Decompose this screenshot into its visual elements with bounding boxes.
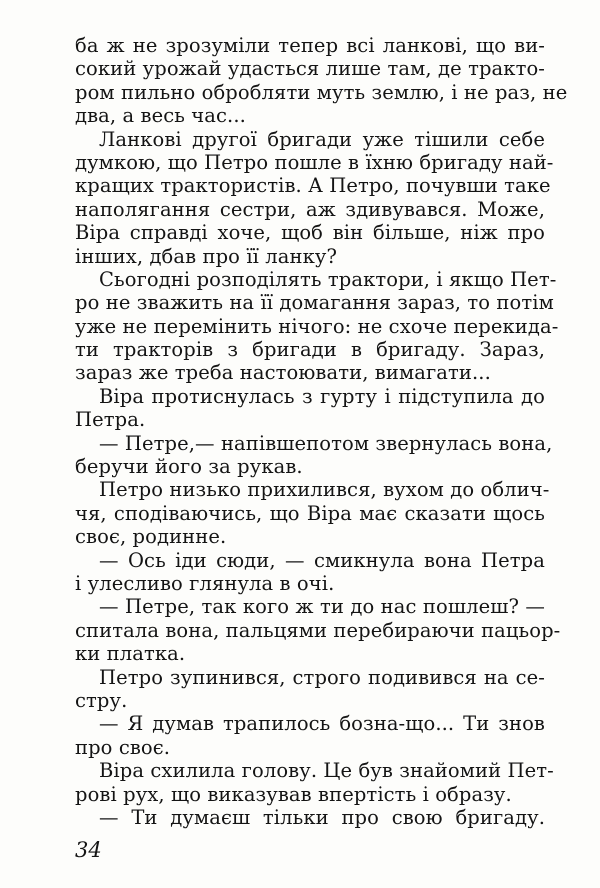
page-number: 34 bbox=[75, 838, 102, 862]
text-line: Віра справді хоче, щоб він більше, ніж про bbox=[75, 221, 545, 245]
text-line: беручи його за рукав. bbox=[75, 455, 303, 479]
text-line: — Я думав трапилось бозна-що... Ти знов bbox=[99, 712, 545, 736]
text-line: — Петре, так кого ж ти до нас пошлеш? — bbox=[99, 595, 545, 619]
text-line: спитала вона, пальцями перебираючи пацьор- bbox=[75, 618, 561, 642]
text-line: і улесливо глянула в очі. bbox=[75, 571, 335, 595]
text-line: Ланкові другої бригади уже тішили себе bbox=[99, 127, 545, 151]
text-line: ки платка. bbox=[75, 642, 186, 666]
text-line: уже не перемінить нічого: не схоче перекида- bbox=[75, 314, 559, 338]
text-line: про своє. bbox=[75, 735, 171, 759]
text-line: два, а весь час... bbox=[75, 104, 246, 128]
text-line: Віра схилила голову. Це був знайомий Пет- bbox=[99, 759, 554, 783]
text-line: — Петре,— напівшепотом звернулась вона, bbox=[99, 431, 553, 455]
text-line: рові рух, що виказував впертість і образу. bbox=[75, 782, 512, 806]
text-line: — Ти думаєш тільки про свою бригаду. bbox=[99, 805, 545, 829]
text-line: думкою, що Петро пошле в їхню бригаду най- bbox=[75, 150, 554, 174]
text-line: Петра. bbox=[75, 408, 146, 432]
text-line: стру. bbox=[75, 688, 128, 712]
text-line: Сьогодні розподілять трактори, і якщо Пет- bbox=[99, 267, 557, 291]
text-line: зараз же треба настоювати, вимагати... bbox=[75, 361, 491, 385]
text-line: сокий урожай удасться лише там, де тракто- bbox=[75, 57, 545, 81]
text-line: інших, дбав про її ланку? bbox=[75, 244, 338, 268]
body-text bbox=[75, 34, 568, 829]
text-line: своє, родинне. bbox=[75, 525, 227, 549]
text-line: ти тракторів з бригади в бригаду. Зараз, bbox=[75, 338, 545, 362]
text-line: ба ж не зрозуміли тепер всі ланкові, що ви- bbox=[75, 34, 545, 57]
text-line: ром пильно обробляти муть землю, і не раз, не bbox=[75, 80, 568, 104]
text-line: Петро низько прихилився, вухом до облич- bbox=[99, 478, 550, 502]
text-line: ро не зважить на її домагання зараз, то потім bbox=[75, 291, 554, 315]
text-line: наполягання сестри, аж здивувався. Може, bbox=[75, 197, 545, 221]
text-line: Петро зупинився, строго подивився на се- bbox=[99, 665, 545, 689]
text-line: кращих трактористів. А Петро, почувши таке bbox=[75, 174, 551, 198]
text-line: Віра протиснулась з гурту і підступила до bbox=[99, 384, 545, 408]
text-line: — Ось іди сюди, — смикнула вона Петра bbox=[99, 548, 545, 572]
text-line: чя, сподіваючись, що Віра має сказати щось bbox=[75, 501, 545, 525]
